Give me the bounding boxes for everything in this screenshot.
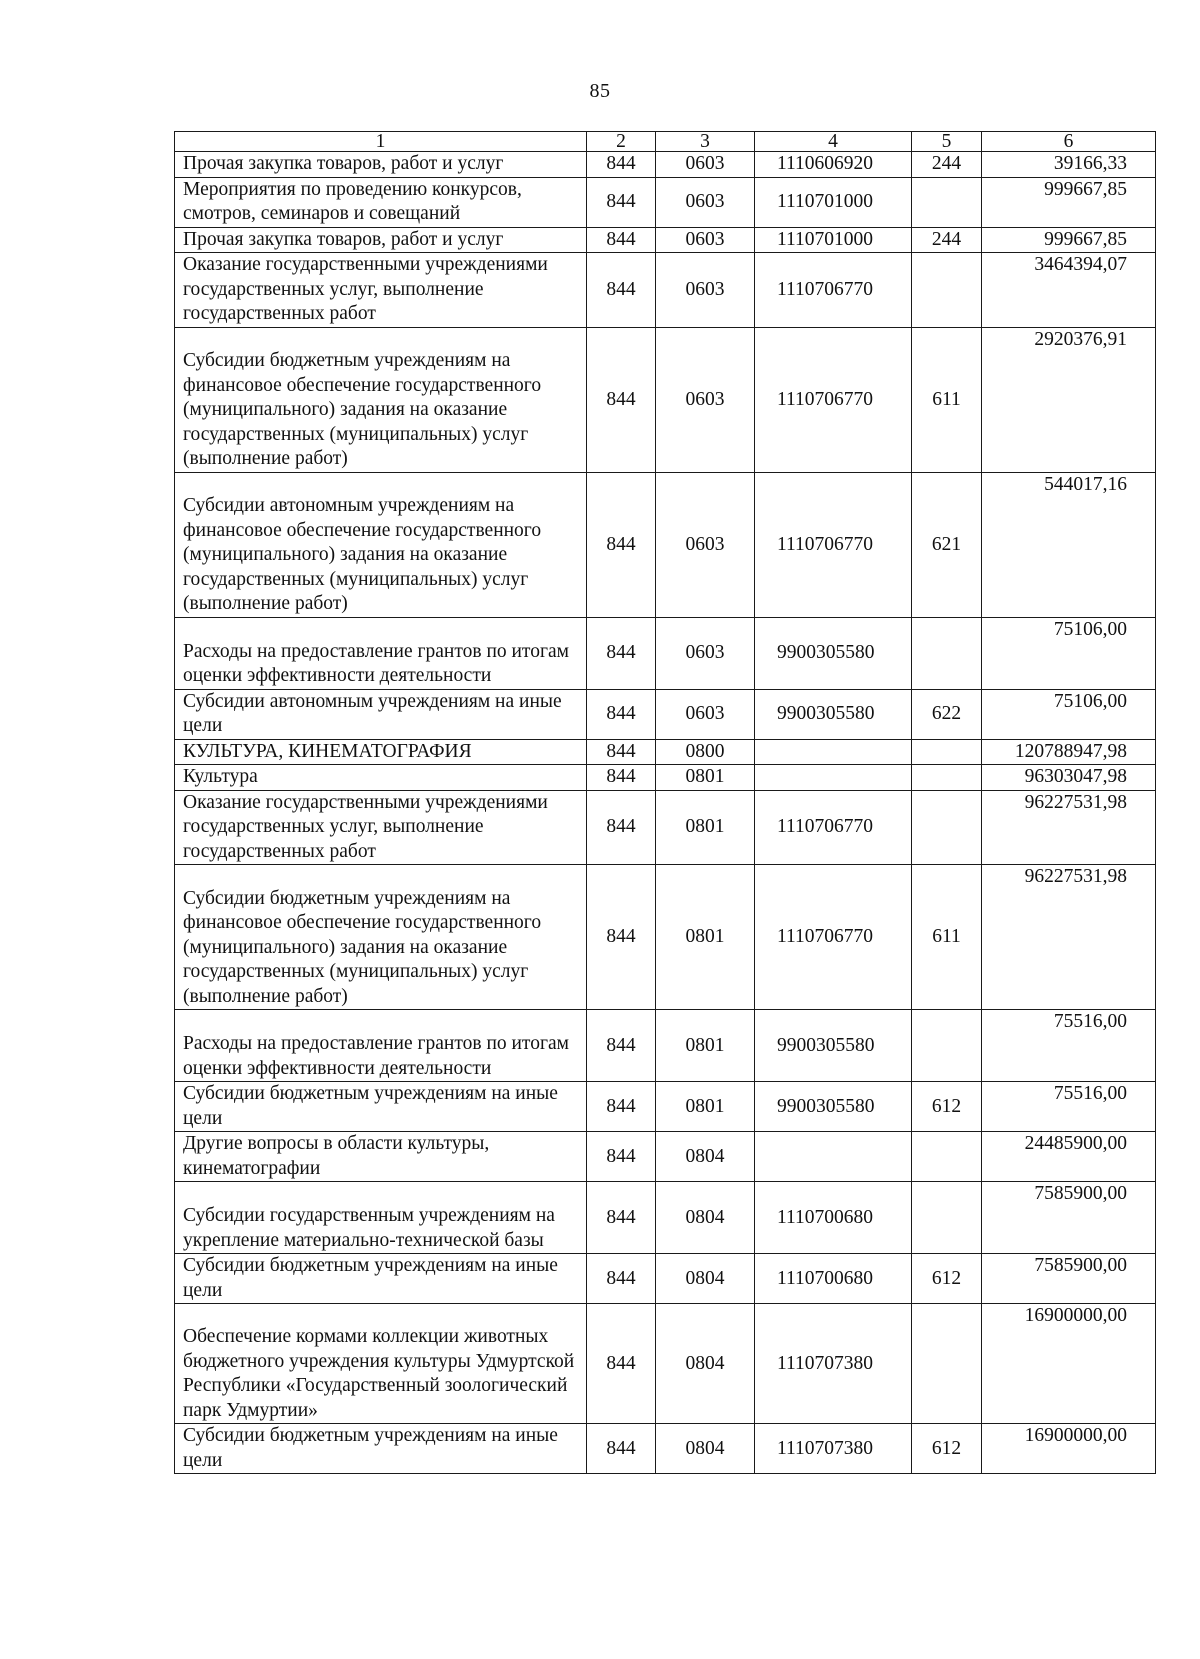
code-cell: 844 (587, 765, 656, 791)
expense-name-cell: Оказание государственными учреждениями государственных услуг, выполнение государственных работ (175, 253, 587, 328)
amount-cell: 999667,85 (982, 177, 1156, 227)
target-article-cell: 9900305580 (755, 617, 912, 689)
expense-type-cell (912, 739, 982, 765)
amount-cell: 16900000,00 (982, 1304, 1156, 1424)
target-article-cell: 1110700680 (755, 1254, 912, 1304)
code-cell: 844 (587, 617, 656, 689)
amount-cell: 16900000,00 (982, 1424, 1156, 1474)
target-article-cell (755, 765, 912, 791)
target-article-cell: 1110706770 (755, 472, 912, 617)
table-row (175, 472, 1156, 617)
expense-name-cell: Расходы на предоставление грантов по итогам оценки эффективности деятельности (175, 1010, 587, 1082)
expense-type-cell (912, 790, 982, 865)
section-cell: 0801 (656, 765, 755, 791)
section-cell: 0804 (656, 1132, 755, 1182)
expense-name-cell: Субсидии автономным учреждениям на финансовое обеспечение государственного (муниципального) задания на оказание государственных (муниципальных) услуг (выполнение работ) (175, 472, 587, 617)
column-header: 4 (755, 132, 912, 152)
code-cell: 844 (587, 327, 656, 472)
code-cell: 844 (587, 790, 656, 865)
amount-cell: 39166,33 (982, 152, 1156, 178)
table-row (175, 1010, 1156, 1082)
amount-cell: 75106,00 (982, 617, 1156, 689)
expense-name-cell: Мероприятия по проведению конкурсов, смотров, семинаров и совещаний (175, 177, 587, 227)
expense-type-cell (912, 1132, 982, 1182)
table-row (175, 227, 1156, 253)
section-cell: 0804 (656, 1254, 755, 1304)
table-row (175, 253, 1156, 328)
code-cell: 844 (587, 177, 656, 227)
target-article-cell: 9900305580 (755, 689, 912, 739)
section-cell: 0603 (656, 152, 755, 178)
table-row (175, 1424, 1156, 1474)
target-article-cell (755, 739, 912, 765)
budget-table (174, 131, 1156, 1474)
expense-type-cell (912, 177, 982, 227)
target-article-cell: 1110701000 (755, 227, 912, 253)
target-article-cell: 1110606920 (755, 152, 912, 178)
target-article-cell (755, 1132, 912, 1182)
target-article-cell: 1110707380 (755, 1424, 912, 1474)
target-article-cell: 1110707380 (755, 1304, 912, 1424)
expense-type-cell (912, 1010, 982, 1082)
expense-name-cell: Другие вопросы в области культуры, кинематографии (175, 1132, 587, 1182)
table-row (175, 1132, 1156, 1182)
target-article-cell: 1110706770 (755, 865, 912, 1010)
section-cell: 0804 (656, 1304, 755, 1424)
expense-name-cell: Обеспечение кормами коллекции животных бюджетного учреждения культуры Удмуртской Республики «Государственный зоологический парк Удмуртии» (175, 1304, 587, 1424)
target-article-cell: 1110701000 (755, 177, 912, 227)
amount-cell: 96227531,98 (982, 790, 1156, 865)
table-header-row (175, 132, 1156, 152)
table-row (175, 865, 1156, 1010)
expense-type-cell (912, 617, 982, 689)
expense-name-cell: Субсидии бюджетным учреждениям на финансовое обеспечение государственного (муниципального) задания на оказание государственных (муниципальных) услуг (выполнение работ) (175, 865, 587, 1010)
table-row (175, 152, 1156, 178)
amount-cell: 96303047,98 (982, 765, 1156, 791)
expense-type-cell: 621 (912, 472, 982, 617)
table-row (175, 765, 1156, 791)
expense-name-cell: Субсидии бюджетным учреждениям на иные цели (175, 1254, 587, 1304)
code-cell: 844 (587, 152, 656, 178)
amount-cell: 75516,00 (982, 1082, 1156, 1132)
expense-type-cell: 611 (912, 327, 982, 472)
expense-name-cell: Субсидии государственным учреждениям на укрепление материально-технической базы (175, 1182, 587, 1254)
amount-cell: 999667,85 (982, 227, 1156, 253)
expense-type-cell (912, 253, 982, 328)
expense-type-cell: 612 (912, 1424, 982, 1474)
expense-type-cell: 244 (912, 227, 982, 253)
expense-type-cell: 612 (912, 1082, 982, 1132)
code-cell: 844 (587, 1010, 656, 1082)
code-cell: 844 (587, 1254, 656, 1304)
code-cell: 844 (587, 1132, 656, 1182)
section-cell: 0603 (656, 253, 755, 328)
target-article-cell: 1110700680 (755, 1182, 912, 1254)
page-number: 85 (589, 80, 611, 102)
expense-name-cell: Прочая закупка товаров, работ и услуг (175, 227, 587, 253)
amount-cell: 7585900,00 (982, 1182, 1156, 1254)
expense-name-cell: Субсидии бюджетным учреждениям на иные цели (175, 1082, 587, 1132)
code-cell: 844 (587, 227, 656, 253)
section-cell: 0603 (656, 472, 755, 617)
table-row (175, 617, 1156, 689)
column-header: 3 (656, 132, 755, 152)
table-row (175, 1082, 1156, 1132)
amount-cell: 75106,00 (982, 689, 1156, 739)
column-header: 1 (175, 132, 587, 152)
code-cell: 844 (587, 689, 656, 739)
expense-name-cell: Оказание государственными учреждениями государственных услуг, выполнение государственных работ (175, 790, 587, 865)
section-cell: 0801 (656, 1010, 755, 1082)
section-cell: 0603 (656, 617, 755, 689)
code-cell: 844 (587, 1082, 656, 1132)
amount-cell: 96227531,98 (982, 865, 1156, 1010)
amount-cell: 2920376,91 (982, 327, 1156, 472)
table-row (175, 1304, 1156, 1424)
amount-cell: 120788947,98 (982, 739, 1156, 765)
section-cell: 0801 (656, 1082, 755, 1132)
column-header: 5 (912, 132, 982, 152)
expense-type-cell (912, 1304, 982, 1424)
expense-name-cell: Прочая закупка товаров, работ и услуг (175, 152, 587, 178)
target-article-cell: 9900305580 (755, 1010, 912, 1082)
table-row (175, 1254, 1156, 1304)
expense-name-cell: Субсидии бюджетным учреждениям на иные цели (175, 1424, 587, 1474)
amount-cell: 544017,16 (982, 472, 1156, 617)
code-cell: 844 (587, 1182, 656, 1254)
table-row (175, 739, 1156, 765)
amount-cell: 3464394,07 (982, 253, 1156, 328)
section-cell: 0804 (656, 1182, 755, 1254)
code-cell: 844 (587, 1304, 656, 1424)
section-cell: 0603 (656, 227, 755, 253)
code-cell: 844 (587, 253, 656, 328)
section-cell: 0801 (656, 790, 755, 865)
column-header: 6 (982, 132, 1156, 152)
expense-type-cell (912, 765, 982, 791)
table-row (175, 1182, 1156, 1254)
target-article-cell: 1110706770 (755, 327, 912, 472)
table-row (175, 689, 1156, 739)
section-cell: 0603 (656, 177, 755, 227)
expense-type-cell (912, 1182, 982, 1254)
expense-name-cell: Расходы на предоставление грантов по итогам оценки эффективности деятельности (175, 617, 587, 689)
section-cell: 0603 (656, 689, 755, 739)
amount-cell: 75516,00 (982, 1010, 1156, 1082)
expense-name-cell: Культура (175, 765, 587, 791)
section-cell: 0804 (656, 1424, 755, 1474)
expense-type-cell: 612 (912, 1254, 982, 1304)
expense-name-cell: Субсидии автономным учреждениям на иные цели (175, 689, 587, 739)
section-cell: 0603 (656, 327, 755, 472)
code-cell: 844 (587, 865, 656, 1010)
target-article-cell: 1110706770 (755, 790, 912, 865)
target-article-cell: 1110706770 (755, 253, 912, 328)
target-article-cell: 9900305580 (755, 1082, 912, 1132)
expense-type-cell: 611 (912, 865, 982, 1010)
amount-cell: 7585900,00 (982, 1254, 1156, 1304)
expense-name-cell: Субсидии бюджетным учреждениям на финансовое обеспечение государственного (муниципального) задания на оказание государственных (муниципальных) услуг (выполнение работ) (175, 327, 587, 472)
expense-type-cell: 622 (912, 689, 982, 739)
amount-cell: 24485900,00 (982, 1132, 1156, 1182)
column-header: 2 (587, 132, 656, 152)
table-row (175, 177, 1156, 227)
expense-type-cell: 244 (912, 152, 982, 178)
table-row (175, 790, 1156, 865)
code-cell: 844 (587, 472, 656, 617)
section-cell: 0801 (656, 865, 755, 1010)
section-cell: 0800 (656, 739, 755, 765)
code-cell: 844 (587, 739, 656, 765)
expense-name-cell: КУЛЬТУРА, КИНЕМАТОГРАФИЯ (175, 739, 587, 765)
table-row (175, 327, 1156, 472)
code-cell: 844 (587, 1424, 656, 1474)
